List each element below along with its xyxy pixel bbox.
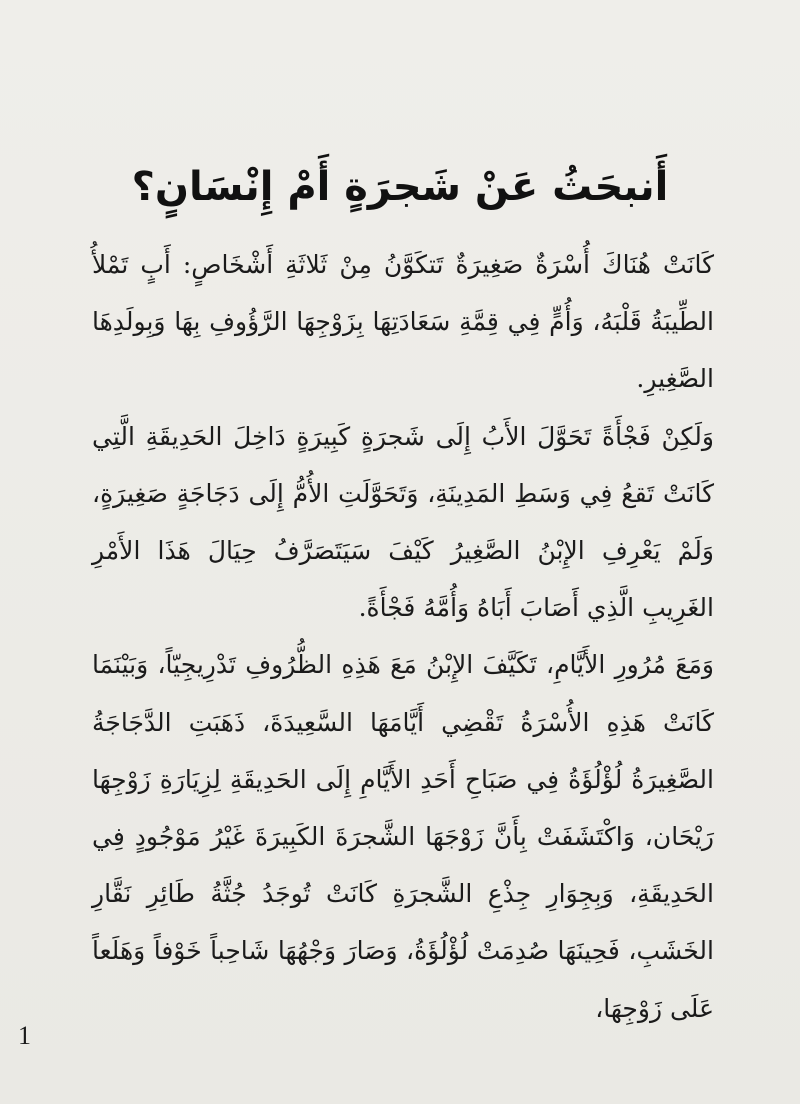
paragraph-1: كَانَتْ هُنَاكَ أُسْرَةٌ صَغِيرَةٌ تَتكَوَّنُ مِنْ ثَلاثَةِ أَشْخَاصٍ: أَبٍ تَمْلأُ الطِّيبَةُ قَلْبَهُ، وَأُمٍّ فِي قِمَّةِ سَعَادَتِهَا بِزَوْجِهَا الرَّؤُوفِ بِهَا وَبِولَدِهَا الصَّغِيرِ. xyxy=(92,250,714,394)
page-number: 1 xyxy=(18,1021,31,1050)
paragraph-2: وَلَكِنْ فَجْأَةً تَحَوَّلَ الأَبُ إِلَى شَجرَةٍ كَبِيرَةٍ دَاخِلَ الحَدِيقَةِ الَّتِي كَانَتْ تَقعُ فِي وَسَطِ المَدِينَةِ، وَتَحَوَّلَتِ الأُمُّ إِلَى دَجَاجَةٍ صَغِيرَةٍ، وَلَمْ يَعْرِفِ الإِبْنُ الصَّغِيرُ كَيْفَ سَيَتَصَرَّفُ حِيَالَ هَذَا الأَمْرِ الغَرِيبِ الَّذِي أَصَابَ أَبَاهُ وَأُمَّهُ فَجْأَةً. xyxy=(92,421,714,623)
page-title: أَنبحَثُ عَنْ شَجرَةٍ أَمْ إِنْسَانٍ؟ xyxy=(131,163,669,210)
story-text xyxy=(92,236,714,1037)
paragraph-3: وَمَعَ مُرُورِ الأَيَّامِ، تَكَيَّفَ الإِبْنُ مَعَ هَذِهِ الظُّرُوفِ تَدْرِيجِيّاً، وَبَيْنَمَا كَانَتْ هَذِهِ الأُسْرَةُ تَقْضِي أَيَّامَهَا السَّعِيدَةَ، ذَهَبَتِ الدَّجَاجَةُ الصَّغِيرَةُ لُؤْلُؤَةُ فِي صَبَاحِ أَحَدِ الأَيَّامِ إِلَى الحَدِيقَةِ لِزِيَارَةِ زَوْجِهَا رَيْحَان، وَاكْتَشَفَتْ بِأَنَّ زَوْجَهَا الشَّجرَةَ الكَبِيرَةَ غَيْرُ مَوْجُودٍ فِي الحَدِيقَةِ، وَبِجِوَارِ جِذْعِ الشَّجرَةِ كَانَتْ تُوجَدُ جُثَّةُ طَائِرِ نَقَّارِ الخَشَبِ، فَحِينَهَا صُدِمَتْ لُؤْلُؤَةُ، وَصَارَ وَجْهُهَا شَاحِباً خَوْفاً وَهَلَعاً عَلَى زَوْجِهَا، xyxy=(92,650,714,1023)
